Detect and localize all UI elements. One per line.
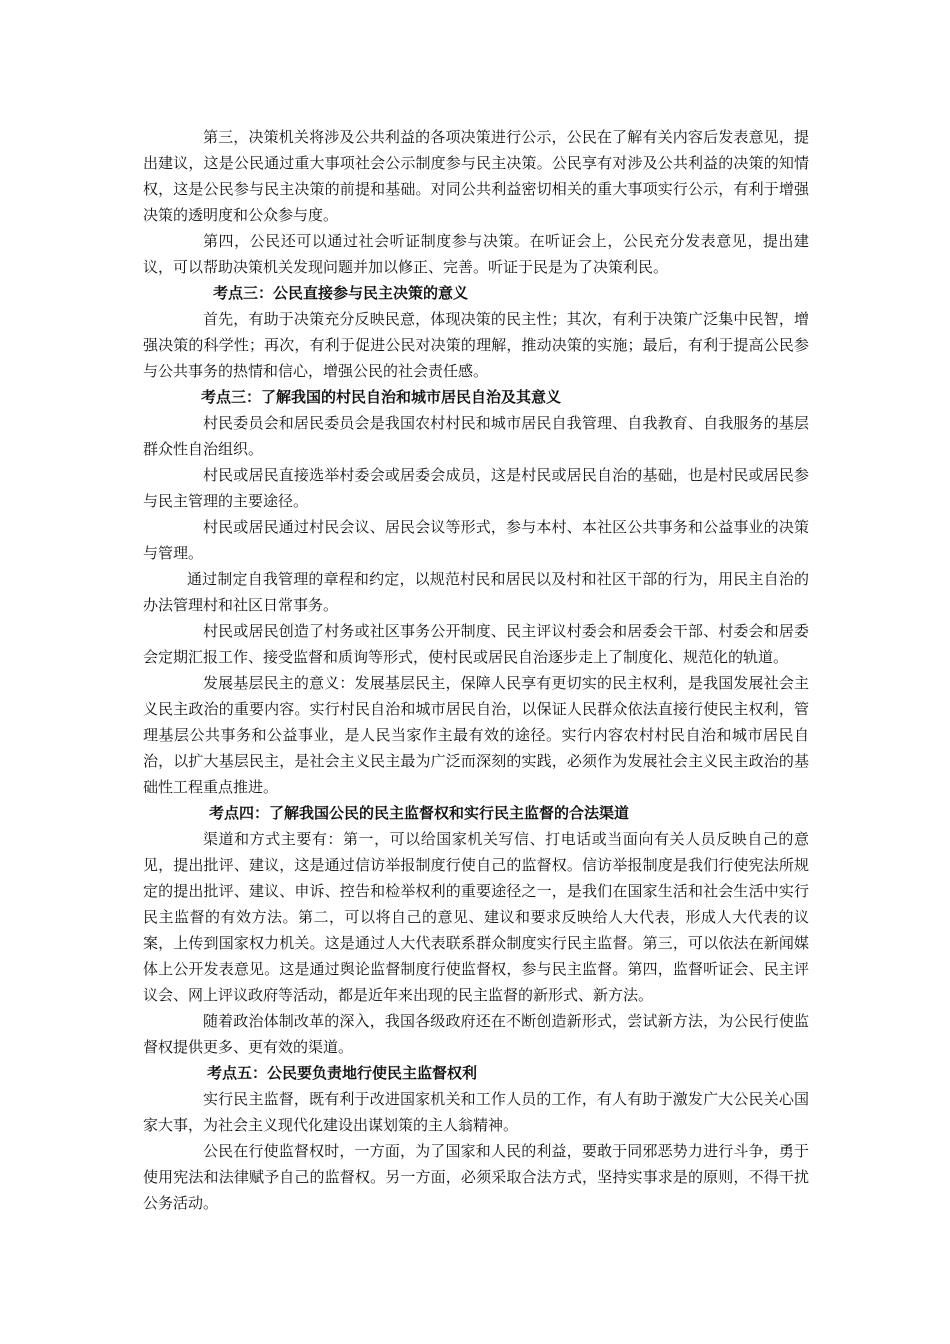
paragraph-openness: 村民或居民创造了村务或社区事务公开制度、民主评议村委会和居委会干部、村委会和居委会定期汇报工作、接受监督和质询等形式，使村民或居民自治逐步走上了制度化、规范化的轨道。 bbox=[143, 622, 809, 666]
paragraph-channels: 渠道和方式主要有：第一，可以给国家机关写信、打电话或当面向有关人员反映自己的意见，提出批评、建议，这是通过信访举报制度行使自己的监督权。信访举报制度是我们行使宪法所规定的提出批评、建议、申诉、控告和检举权利的重要途径之一，是我们在国家生活和社会生活中实行民主监督的有效方法。第二，可以将自己的意见、建议和要求反映给人大代表，形成人大代表的议案，上传到国家权力机关。这是通过人大代表联系群众制度实行民主监督。第三，可以依法在新闻媒体上公开发表意见。这是通过舆论监督制度行使监督权，参与民主监督。第四，监督听证会、民主评议会、网上评议政府等活动，都是近年来出现的民主监督的新形式、新方法。 bbox=[143, 830, 809, 1004]
paragraph-fourth-hearing: 第四，公民还可以通过社会听证制度参与决策。在听证会上，公民充分发表意见，提出建议，可以帮助决策机关发现问题并加以修正、完善。听证于民是为了决策利民。 bbox=[143, 232, 809, 276]
heading-significance-direct-participation: 考点三：公民直接参与民主决策的意义 bbox=[213, 284, 469, 302]
paragraph-supervision-manner: 公民在行使监督权时，一方面，为了国家和人民的利益，要敢于同邪恶势力进行斗争，勇于使用宪法和法律赋予自己的监督权。另一方面，必须采取合法方式，坚持实事求是的原则，不得干扰公务活动。 bbox=[143, 1142, 809, 1212]
document-body bbox=[143, 124, 809, 1216]
heading-village-resident-autonomy: 考点三：了解我国的村民自治和城市居民自治及其意义 bbox=[201, 388, 562, 406]
paragraph-meetings: 村民或居民通过村民会议、居民会议等形式，参与本村、本社区公共事务和公益事业的决策与管理。 bbox=[143, 518, 809, 562]
paragraph-committees: 村民委员会和居民委员会是我国农村村民和城市居民自我管理、自我教育、自我服务的基层群众性自治组织。 bbox=[143, 414, 809, 458]
paragraph-supervision-benefit: 实行民主监督，既有利于改进国家机关和工作人员的工作，有人有助于激发广大公民关心国家大事，为社会主义现代化建设出谋划策的主人翁精神。 bbox=[143, 1090, 809, 1134]
paragraph-election: 村民或居民直接选举村委会或居委会成员，这是村民或居民自治的基础，也是村民或居民参与民主管理的主要途径。 bbox=[143, 466, 809, 510]
paragraph-significance: 首先，有助于决策充分反映民意，体现决策的民主性；其次，有利于决策广泛集中民智，增强决策的科学性；再次，有利于促进公民对决策的理解，推动决策的实施；最后，有利于提高公民参与公共事务的热情和信心，增强公民的社会责任感。 bbox=[143, 310, 809, 380]
paragraph-grassroots-democracy: 发展基层民主的意义：发展基层民主，保障人民享有更切实的民主权利，是我国发展社会主义民主政治的重要内容。实行村民自治和城市居民自治，以保证人民群众依法直接行使民主权利，管理基层公共事务和公益事业，是人民当家作主最有效的途径。实行内容农村村民自治和城市居民自治，以扩大基层民主，是社会主义民主最为广泛而深刻的实践，必须作为发展社会主义民主政治的基础性工程重点推进。 bbox=[143, 674, 809, 796]
paragraph-charters: 通过制定自我管理的章程和约定，以规范村民和居民以及村和社区干部的行为，用民主自治的办法管理村和社区日常事务。 bbox=[143, 570, 809, 614]
heading-supervision-channels: 考点四：了解我国公民的民主监督权和实行民主监督的合法渠道 bbox=[209, 804, 630, 822]
paragraph-reform: 随着政治体制改革的深入，我国各级政府还在不断创造新形式，尝试新方法，为公民行使监督权提供更多、更有效的渠道。 bbox=[143, 1012, 809, 1056]
paragraph-third-publicity: 第三，决策机关将涉及公共利益的各项决策进行公示，公民在了解有关内容后发表意见，提出建议，这是公民通过重大事项社会公示制度参与民主决策。公民享有对涉及公共利益的决策的知情权，这是公民参与民主决策的前提和基础。对同公共利益密切相关的重大事项实行公示，有利于增强决策的透明度和公众参与度。 bbox=[143, 128, 809, 224]
heading-responsible-supervision: 考点五：公民要负责地行使民主监督权利 bbox=[207, 1064, 478, 1082]
